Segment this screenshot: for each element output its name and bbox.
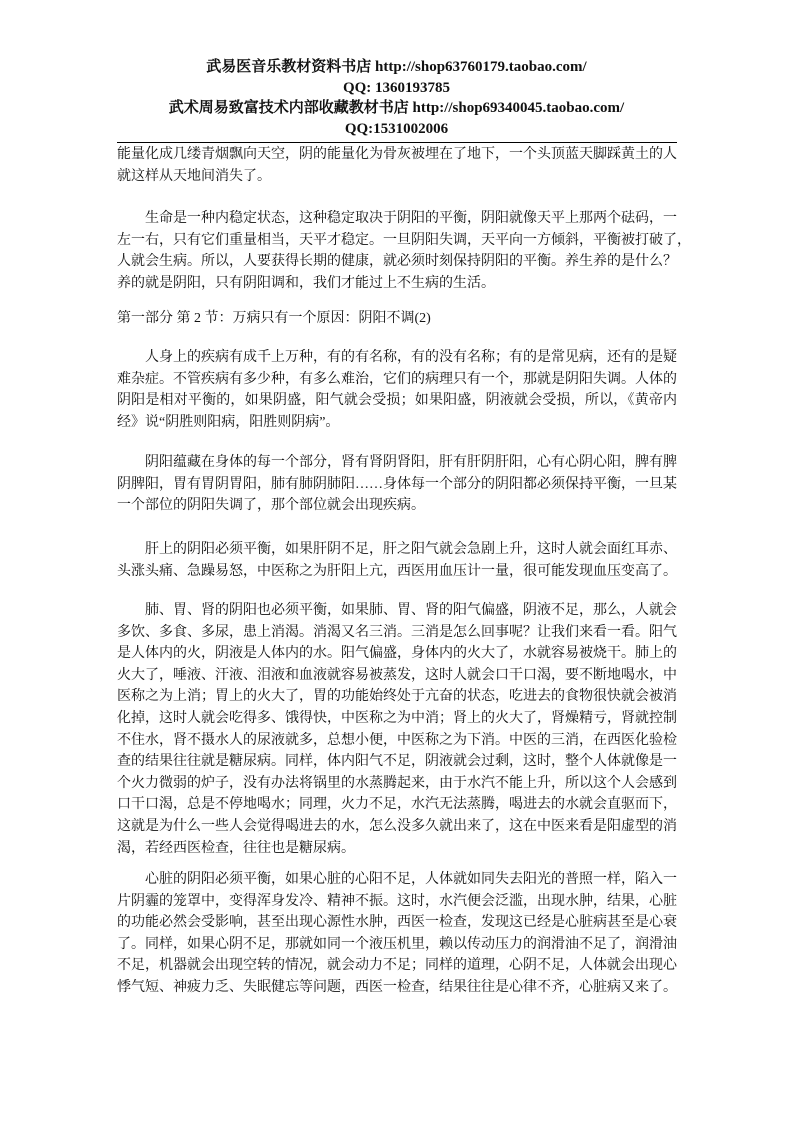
page-header	[0, 57, 793, 139]
text-line: 养的就是阴阳，只有阴阳调和，我们才能过上不生病的生活。	[117, 275, 495, 291]
text-line: 难杂症。不管疾病有多少种，有多么难治，它们的病理只有一个，那就是阴阳失调。人体的	[117, 371, 677, 387]
text-line: 医称之为上消；胃上的火大了，胃的功能始终处于亢奋的状态，吃进去的食物很快就会被消	[117, 689, 677, 705]
text-line: 多饮、多食、多尿，患上消渴。消渴又名三消。三消是怎么回事呢？让我们来看一看。阳气	[117, 624, 677, 640]
header-shop-1: 武易医音乐教材资料书店 http://shop63760179.taobao.com/	[206, 59, 587, 75]
text-line: 头涨头痛、急躁易怒，中医称之为肝阳上亢，西医用血压计一量，很可能发现血压变高了。	[117, 563, 677, 579]
text-line: 就这样从天地间消失了。	[117, 168, 271, 184]
text-line: 心脏的阴阳必须平衡，如果心脏的心阳不足，人体就如同失去阳光的普照一样，陷入一	[145, 872, 677, 887]
text-line: 不足，机器就会出现空转的情况，就会动力不足；同样的道理，心阴不足，人体就会出现心	[117, 958, 677, 974]
text-line: 火大了，唾液、汗液、泪液和血液就容易被蒸发，这时人就会口干口渴，要不断地喝水，中	[117, 667, 677, 683]
text-line: 阴阳蕴藏在身体的每一个部分，肾有肾阴肾阳，肝有肝阴肝阳，心有心阴心阳，脾有脾	[145, 455, 677, 470]
text-line: 阴阳是相对平衡的，如果阴盛，阳气就会受损；如果阳盛，阴液就会受损，所以，《黄帝内	[117, 393, 677, 409]
text-line: 阴脾阳，胃有胃阴胃阳，肺有肺阴肺阳……身体每一个部分的阴阳都必须保持平衡，一旦某	[117, 476, 677, 492]
text-line: 不住水，肾不摄水人的尿液就多，总想小便，中医称之为下消。中医的三消，在西医化验检	[117, 732, 677, 748]
paragraph-4	[117, 539, 677, 582]
section-heading: 第一部分 第 2 节：万病只有一个原因：阴阳不调(2)	[117, 311, 431, 326]
text-line: 了。同样，如果心阴不足，那就如同一个液压机里，赖以传动压力的润滑油不足了，润滑油	[117, 936, 677, 952]
text-line: 能量化成几缕青烟飘向天空，阴的能量化为骨灰被埋在了地下，一个头顶蓝天脚踩黄土的人	[117, 147, 677, 162]
text-line: 片阴霾的笼罩中，变得浑身发冷、精神不振。这时，水汽便会泛滥，出现水肿，结果，心脏	[117, 893, 677, 909]
text-line: 的功能必然会受影响，甚至出现心源性水肿，西医一检查，发现这已经是心脏病甚至是心衰	[117, 915, 677, 931]
paragraph-2	[117, 347, 677, 433]
text-line: 一个部位的阴阳失调了，那个部位就会出现疾病。	[117, 498, 425, 514]
text-line: 口干口渴，总是不停地喝水；同理，火力不足，水汽无法蒸腾，喝进去的水就会直驱而下，	[117, 797, 677, 813]
text-line: 肝上的阴阳必须平衡，如果肝阴不足，肝之阳气就会急剧上升，这时人就会面红耳赤、	[145, 542, 677, 557]
text-line: 渴，若经西医检查，往往也是糖尿病。	[117, 840, 355, 856]
header-shop-2: 武术周易致富技术内部收藏教材书店 http://shop69340045.taobao.com/	[168, 100, 625, 117]
header-qq-2: QQ:1531002006	[344, 120, 449, 137]
text-line: 个火力微弱的炉子，没有办法将锅里的水蒸腾起来，由于水汽不能上升，所以这个人会感到	[117, 775, 677, 791]
text-line: 查的结果往往就是糖尿病。同样，体内阳气不足，阴液就会过剩，这时，整个人体就像是一	[117, 754, 677, 770]
text-line: 化掉，这时人就会吃得多、饿得快，中医称之为中消；肾上的火大了，肾燥精亏，肾就控制	[117, 710, 677, 726]
header-divider	[117, 142, 677, 143]
text-line: 悸气短、神疲力乏、失眠健忘等问题，西医一检查，结果往往是心律不齐，心脏病又来了。	[117, 979, 677, 995]
text-line: 人身上的疾病有成千上万种，有的有名称，有的没有名称；有的是常见病，还有的是疑	[145, 350, 677, 365]
text-line: 人就会生病。所以，人要获得长期的健康，就必须时刻保持阴阳的平衡。养生养的是什么？	[117, 254, 677, 270]
header-qq-1: QQ: 1360193785	[342, 79, 451, 96]
text-line: 是人体内的火，阴液是人体内的水。阳气偏盛，身体内的火大了，水就容易被烧干。肺上的	[117, 646, 677, 662]
paragraph-1	[117, 208, 691, 294]
paragraph-0	[117, 144, 677, 187]
text-line: 这就是为什么一些人会觉得喝进去的水，怎么没多久就出来了，这在中医来看是阳虚型的消	[117, 818, 677, 834]
paragraph-6	[117, 869, 677, 999]
text-line: 肺、胃、肾的阴阳也必须平衡，如果肺、胃、肾的阳气偏盛，阴液不足，那么，人就会	[145, 603, 677, 618]
paragraph-5	[117, 600, 677, 859]
paragraph-3	[117, 452, 677, 517]
text-line: 生命是一种内稳定状态，这种稳定取决于阴阳的平衡，阴阳就像天平上那两个砝码，一	[145, 211, 677, 226]
text-line: 左一右，只有它们重量相当，天平才稳定。一旦阴阳失调，天平向一方倾斜，平衡被打破了，	[117, 232, 691, 248]
text-line: 经》说“阴胜则阳病，阳胜则阴病”。	[117, 414, 340, 430]
